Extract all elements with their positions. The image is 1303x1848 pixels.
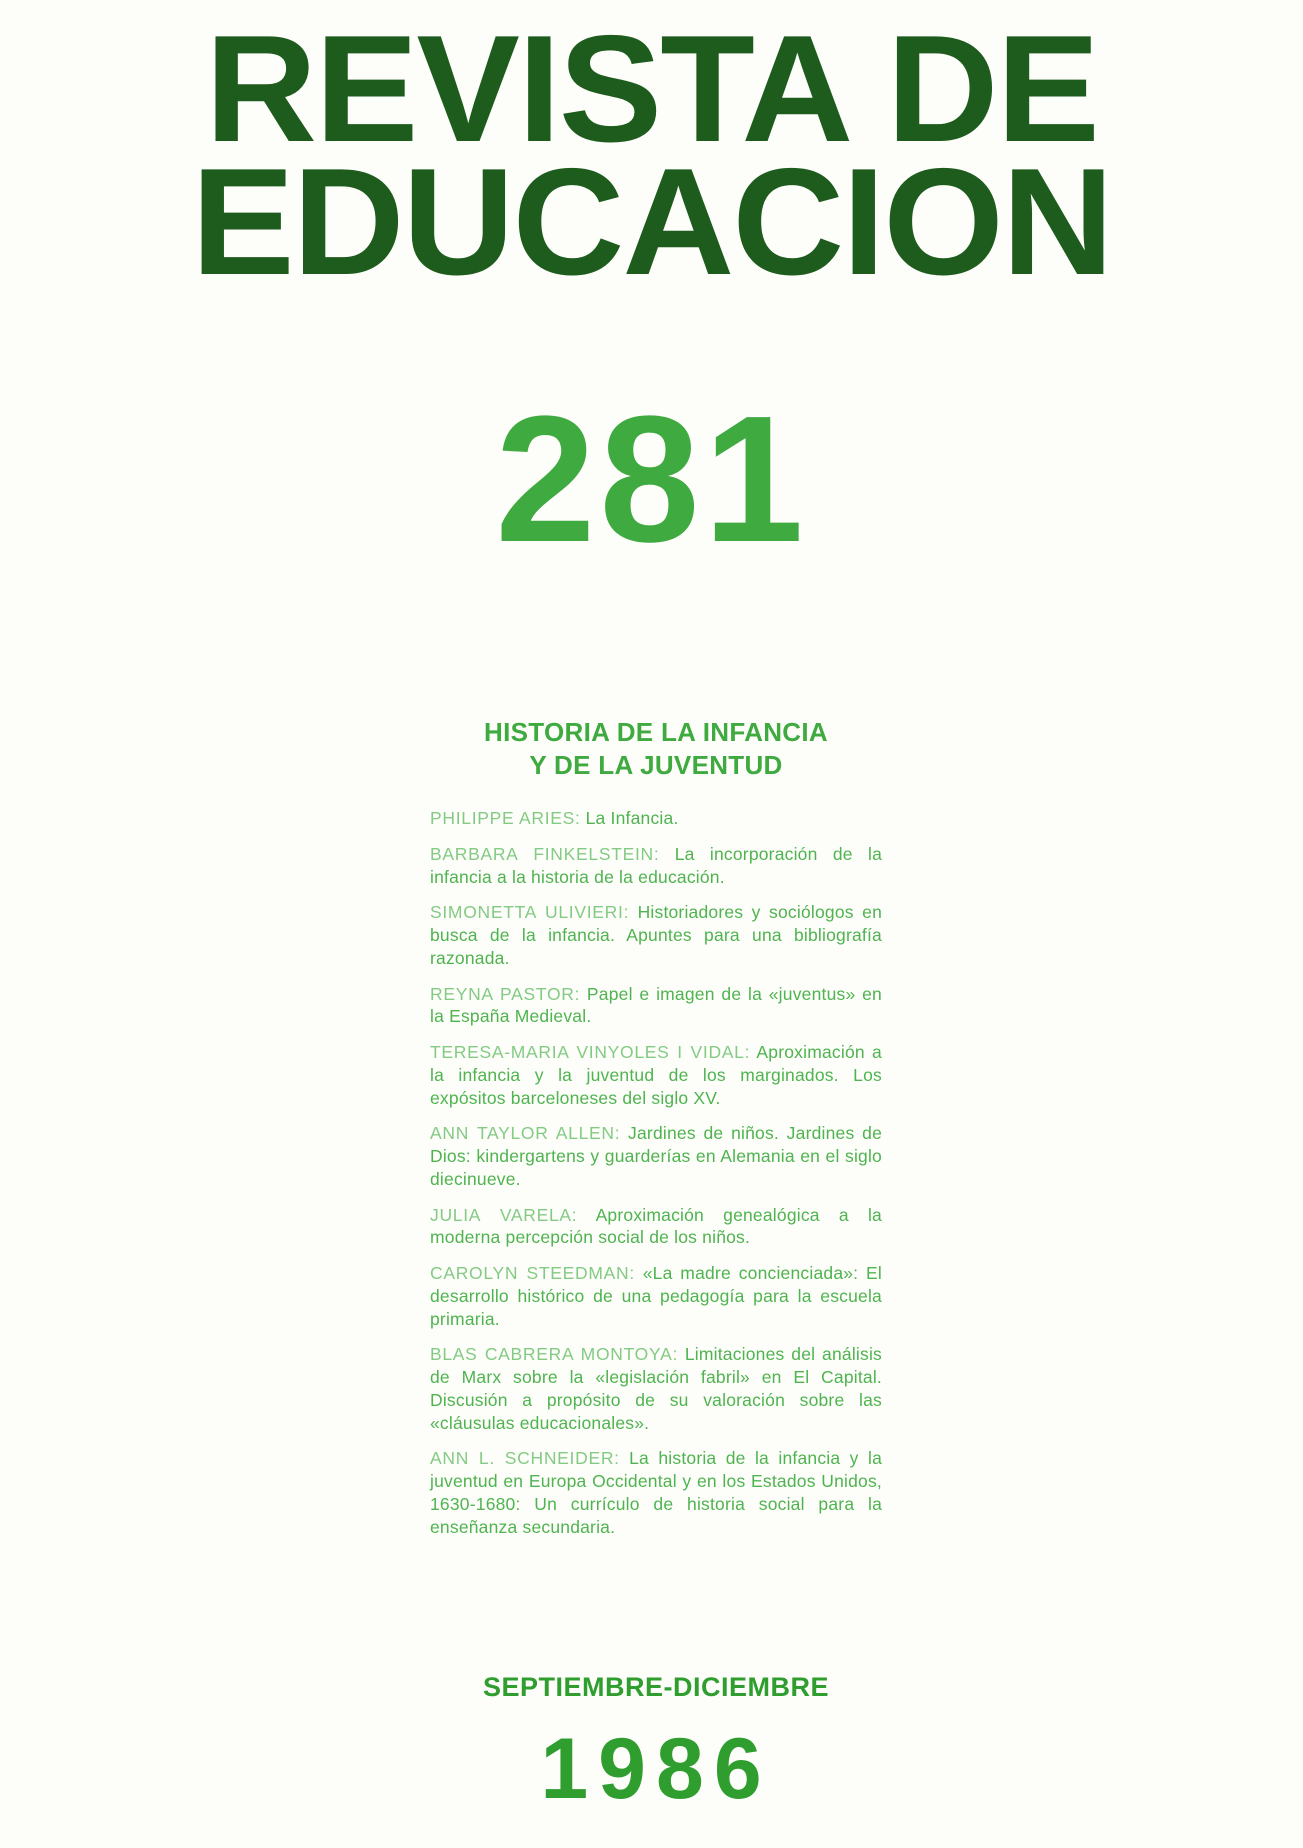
toc-author: SIMONETTA ULIVIERI: [430,902,630,923]
list-item [430,807,882,830]
toc-author: JULIA VARELA: [430,1204,578,1225]
list-item [430,843,882,889]
toc-work: La Infancia. [585,808,679,828]
masthead-line-2: EDUCACION [191,136,1112,307]
toc-work: Jardines de niños. Jardines de Dios: kindergartens y guarderías en Alemania en el siglo diecinueve. [430,1123,883,1189]
toc-author: CAROLYN STEEDMAN: [430,1263,635,1283]
toc-author: PHILIPPE ARIES: [430,808,581,828]
table-of-contents [430,807,882,1538]
masthead [0,4,1303,307]
masthead-line-1: REVISTA DE [205,4,1098,174]
toc-work: La incorporación de la infancia a la historia de la educación. [430,843,883,887]
dossier-title-line-1: HISTORIA DE LA INFANCIA [484,717,828,747]
publication-period: SEPTIEMBRE-DICIEMBRE [482,1672,830,1702]
list-item [430,1204,882,1250]
toc-work: Papel e imagen de la «juventus» en la España Medieval. [430,983,882,1027]
toc-work: Limitaciones del análisis de Marx sobre la «legislación fabril» en El Capital. Discusión a propósito de su valoración sobre las «cláusulas educacionales». [430,1344,882,1433]
toc-work: Historiadores y sociólogos en busca de la infancia. Apuntes para una bibliografía razonada. [430,902,882,968]
list-item [430,1041,882,1109]
toc-work: Aproximación a la infancia y la juventud de los marginados. Los expósitos barceloneses del siglo XV. [430,1042,882,1108]
cover-content-column [430,716,882,1551]
dossier-title-line-2: Y DE LA JUVENTUD [529,749,783,780]
toc-author: ANN TAYLOR ALLEN: [430,1123,621,1144]
issue-number: 281 [495,379,808,580]
toc-author: REYNA PASTOR: [430,983,581,1004]
list-item [430,983,882,1029]
list-item [430,1262,882,1330]
toc-author: ANN L. SCHNEIDER: [430,1448,620,1469]
toc-author: BARBARA FINKELSTEIN: [430,843,660,864]
toc-work: La historia de la infancia y la juventud en Europa Occidental y en los Estados Unidos, 1630-1680: Un currículo de historia social para la enseñanza secundaria. [430,1448,883,1537]
list-item [430,1447,882,1538]
list-item [430,901,882,969]
toc-work: Aproximación genealógica a la moderna percepción social de los niños. [430,1204,882,1248]
toc-work: «La madre concienciada»: El desarrollo histórico de una pedagogía para la escuela primaria. [430,1263,882,1329]
list-item [430,1122,882,1190]
toc-author: TERESA-MARIA VINYOLES I VIDAL: [430,1042,751,1062]
toc-author: BLAS CABRERA MONTOYA: [430,1344,679,1365]
dossier-title [430,716,882,781]
publication-year: 1986 [540,1721,772,1817]
list-item [430,1343,882,1434]
